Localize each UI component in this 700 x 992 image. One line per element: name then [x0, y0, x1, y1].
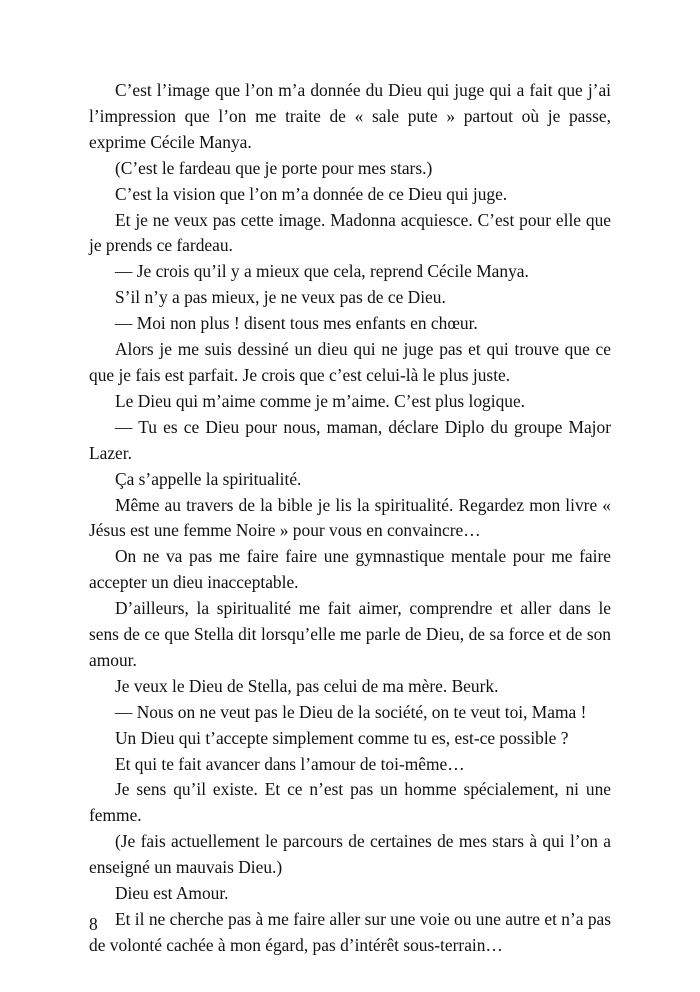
body-text	[89, 78, 611, 959]
paragraph: Le Dieu qui m’aime comme je m’aime. C’est plus logique.	[115, 390, 526, 411]
paragraph: Alors je me suis dessiné un dieu qui ne juge pas et qui trouve que ce que je fais est parfait. Je crois que c’est celui-là le plus juste.	[89, 339, 611, 385]
paragraph: D’ailleurs, la spiritualité me fait aimer, comprendre et aller dans le sens de ce que Stella dit lorsqu’elle me parle de Dieu, de sa force et de son amour.	[89, 598, 611, 670]
paragraph: C’est la vision que l’on m’a donnée de ce Dieu qui juge.	[115, 183, 508, 204]
paragraph: C’est l’image que l’on m’a donnée du Dieu qui juge qui a fait que j’ai l’impression que l’on me traite de « sale pute » partout où je passe, exprime Cécile Manya.	[89, 80, 611, 152]
page-number: 8	[89, 914, 98, 934]
paragraph: Et il ne cherche pas à me faire aller sur une voie ou une autre et n’a pas de volonté cachée à mon égard, pas d’intérêt sous-terrain…	[89, 909, 611, 955]
paragraph: On ne va pas me faire faire une gymnastique mentale pour me faire accepter un dieu inacceptable.	[89, 546, 611, 593]
paragraph: — Moi non plus ! disent tous mes enfants en chœur.	[115, 313, 478, 334]
paragraph: Je sens qu’il existe. Et ce n’est pas un homme spécialement, ni une femme.	[89, 779, 611, 826]
paragraph: (C’est le fardeau que je porte pour mes stars.)	[115, 157, 433, 178]
paragraph: Et qui te fait avancer dans l’amour de toi-même…	[115, 753, 465, 774]
paragraph: — Je crois qu’il y a mieux que cela, reprend Cécile Manya.	[115, 261, 529, 282]
paragraph: Même au travers de la bible je lis la spiritualité. Regardez mon livre « Jésus est une femme Noire » pour vous en convaincre…	[89, 494, 611, 541]
paragraph: Un Dieu qui t’accepte simplement comme tu es, est-ce possible ?	[115, 727, 569, 748]
paragraph: Et je ne veux pas cette image. Madonna acquiesce. C’est pour elle que je prends ce fardeau.	[89, 209, 611, 256]
paragraph: — Nous on ne veut pas le Dieu de la société, on te veut toi, Mama !	[115, 701, 587, 722]
paragraph: (Je fais actuellement le parcours de certaines de mes stars à qui l’on a enseigné un mauvais Dieu.)	[89, 831, 611, 878]
paragraph: S’il n’y a pas mieux, je ne veux pas de ce Dieu.	[115, 287, 446, 308]
paragraph: Je veux le Dieu de Stella, pas celui de ma mère. Beurk.	[115, 675, 499, 696]
paragraph: — Tu es ce Dieu pour nous, maman, déclare Diplo du groupe Major Lazer.	[89, 416, 611, 463]
paragraph: Dieu est Amour.	[115, 883, 229, 904]
paragraph: Ça s’appelle la spiritualité.	[115, 468, 302, 489]
